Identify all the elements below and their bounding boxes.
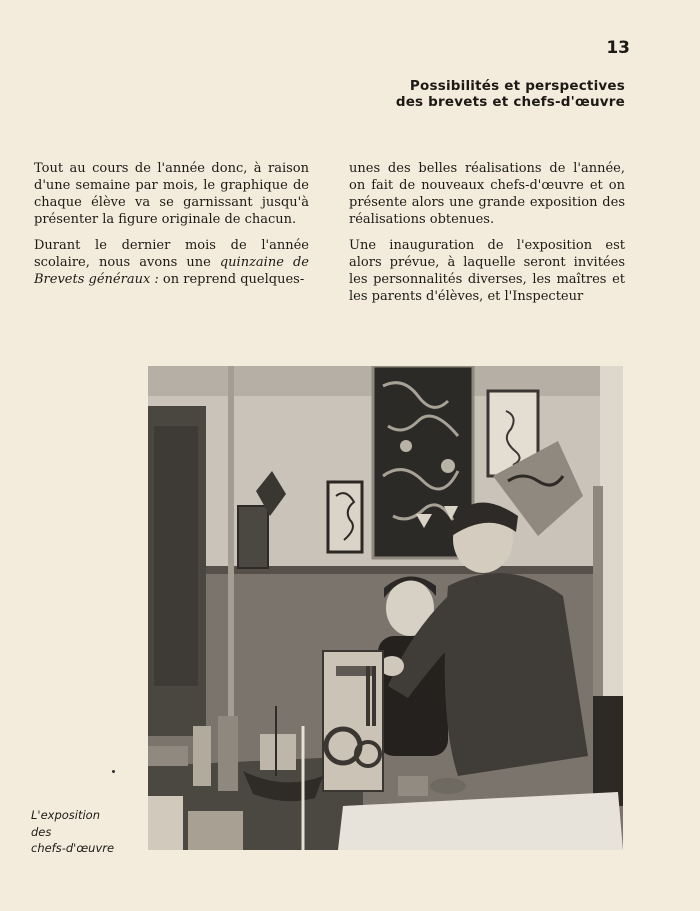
left-paragraph-2-end: on reprend quelques- (158, 272, 305, 287)
left-paragraph-2-start: Durant le dernier mois de l'année scolaire, nous avons une (34, 238, 309, 270)
section-heading (300, 78, 625, 110)
exhibition-photo (148, 366, 623, 850)
print-dot (112, 770, 115, 773)
caption-line-1: L'exposition (31, 808, 100, 822)
photo-illustration (148, 366, 623, 850)
caption-line-2: des (31, 824, 52, 839)
right-paragraph-1: unes des belles réalisations de l'année, on fait de nouveaux chefs-d'œuvre et on présente alors une grande exposition des réalisations obtenues. (349, 161, 625, 227)
heading-line-1: Possibilités et perspectives (409, 78, 625, 94)
right-text-column (349, 160, 625, 314)
right-paragraph-2: Une inauguration de l'exposition est alors prévue, à laquelle seront invitées les personnalités diverses, les maîtres et les parents d'élèves, et l'Inspecteur (349, 238, 625, 304)
page-number: 13 (606, 38, 630, 58)
photo-caption (31, 807, 141, 857)
left-paragraph-2-italic: quinzaine de Brevets généraux : (34, 255, 310, 287)
caption-line-3: chefs-d'œuvre (31, 841, 115, 855)
left-text-column (34, 160, 309, 297)
left-paragraph-2 (34, 237, 309, 288)
heading-line-2: des brevets et chefs-d'œuvre (395, 94, 625, 110)
left-paragraph-1: Tout au cours de l'année donc, à raison d'une semaine par mois, le graphique de chaque élève va se garnissant jusqu'à présenter la figure originale de chacun. (34, 161, 309, 227)
